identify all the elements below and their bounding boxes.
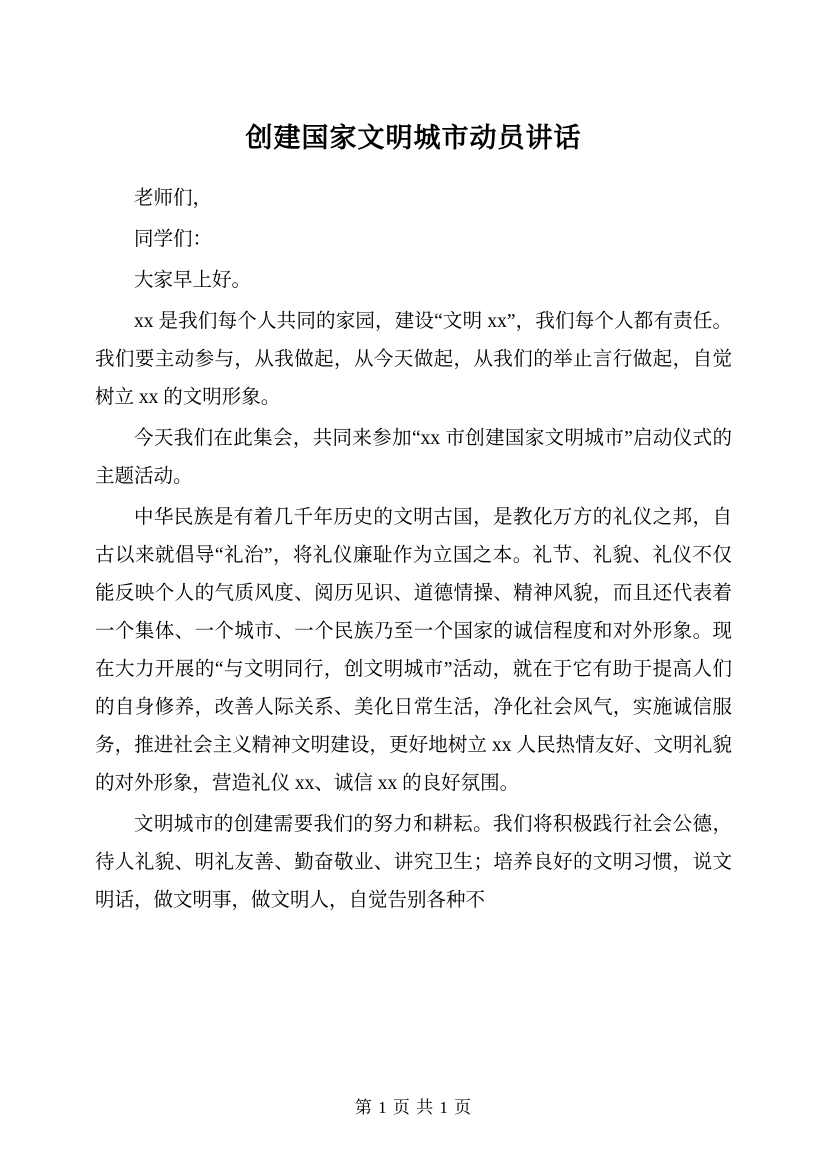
document-body bbox=[95, 180, 732, 920]
page-footer: 第 1 页 共 1 页 bbox=[354, 1098, 473, 1117]
paragraph: 文明城市的创建需要我们的努力和耕耘。我们将积极践行社会公德，待人礼貌、明礼友善、勤奋敬业、讲究卫生；培养良好的文明习惯，说文明话，做文明事，做文明人，自觉告别各种不 bbox=[95, 814, 732, 912]
paragraph: 今天我们在此集会，共同来参加“xx 市创建国家文明城市”启动仪式的主题活动。 bbox=[95, 427, 732, 487]
paragraph: 中华民族是有着几千年历史的文明古国，是教化万方的礼仪之邦，自古以来就倡导“礼治”，将礼仪廉耻作为立国之本。礼节、礼貌、礼仪不仅能反映个人的气质风度、阅历见识、道德情操、精神风貌，而且还代表着一个集体、一个城市、一个民族乃至一个国家的诚信程度和对外形象。现在大力开展的“与文明同行，创文明城市”活动，就在于它有助于提高人们的自身修养，改善人际关系、美化日常生活，净化社会风气，实施诚信服务，推进社会主义精神文明建设，更好地树立 xx 人民热情友好、文明礼貌的对外形象，营造礼仪 xx、诚信 xx 的良好氛围。 bbox=[95, 506, 732, 795]
page-title: 创建国家文明城市动员讲话 bbox=[245, 123, 582, 153]
paragraph: 大家早上好。 bbox=[134, 269, 252, 291]
paragraph: 老师们， bbox=[134, 187, 213, 209]
paragraph: xx 是我们每个人共同的家园，建设“文明 xx”，我们每个人都有责任。我们要主动参与，从我做起，从今天做起，从我们的举止言行做起，自觉树立 xx 的文明形象。 bbox=[95, 310, 732, 408]
paragraph: 同学们： bbox=[134, 228, 213, 250]
